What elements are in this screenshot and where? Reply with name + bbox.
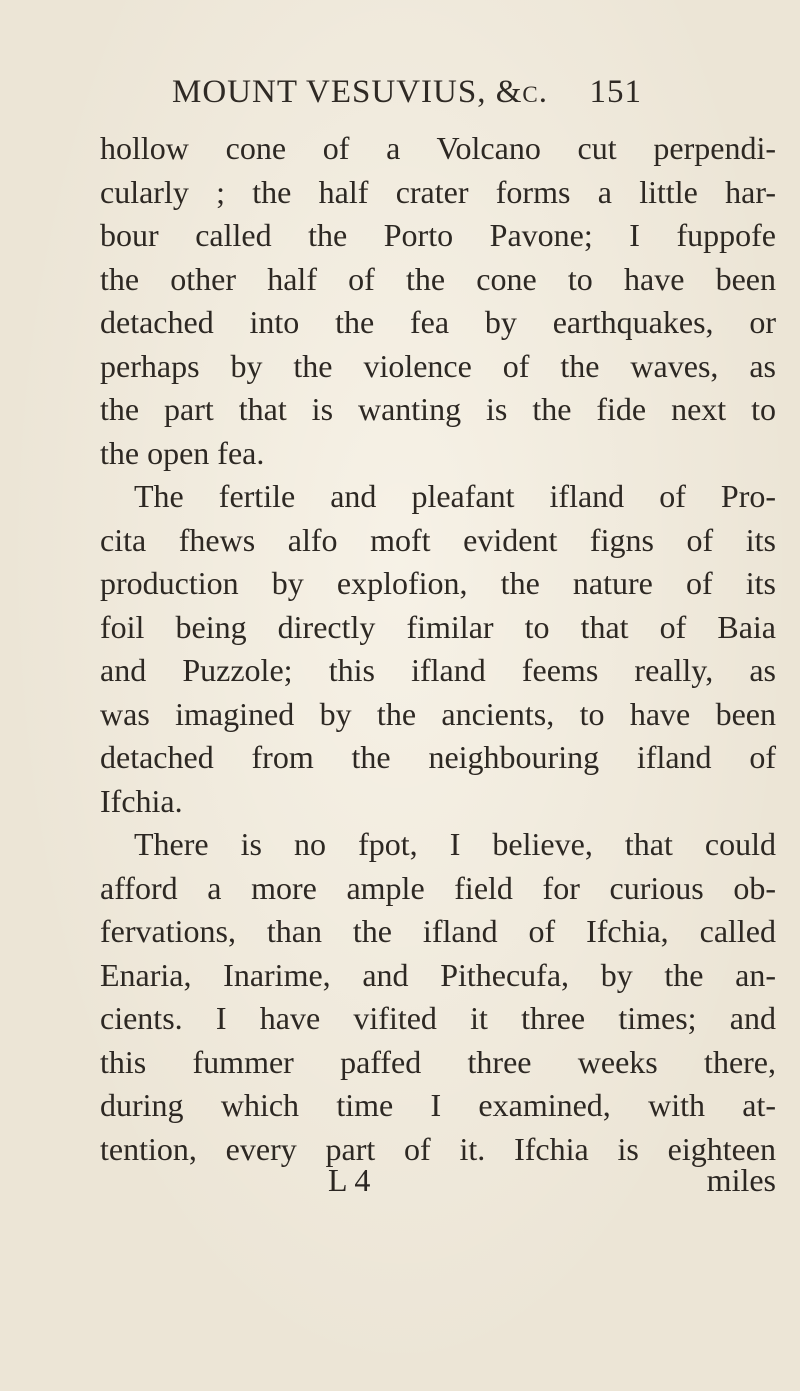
text-line: afford a more ample field for curious ob- xyxy=(100,869,776,906)
page-number: 151 xyxy=(589,74,642,110)
text-line: perhaps by the violence of the waves, as xyxy=(100,347,776,384)
catch-line xyxy=(100,1162,776,1206)
text-line: cients. I have vifited it three times; and xyxy=(100,1000,776,1036)
text-line: during which time I examined, with at- xyxy=(100,1087,776,1123)
text-line: and Puzzole; this ifland feems really, as xyxy=(100,652,776,688)
text-line: cularly ; the half crater forms a little har- xyxy=(100,173,776,210)
text-line: The fertile and pleafant ifland of Pro- xyxy=(134,478,776,514)
text-line: this fummer paffed three weeks there, xyxy=(100,1043,776,1080)
text-line: fervations, than the ifland of Ifchia, called xyxy=(100,913,776,949)
text-line: production by explofion, the nature of its xyxy=(100,565,776,601)
body-text xyxy=(100,127,776,1171)
text-line: Ifchia. xyxy=(100,782,183,819)
text-line: the part that is wanting is the fide next to xyxy=(100,391,776,427)
text-line: foil being directly fimilar to that of Baia xyxy=(100,608,776,645)
running-title: MOUNT VESUVIUS, &c. xyxy=(172,74,548,110)
text-line: was imagined by the ancients, to have been xyxy=(100,695,776,732)
text-line: hollow cone of a Volcano cut perpendi- xyxy=(100,130,776,166)
signature-mark: L 4 xyxy=(328,1162,371,1198)
text-line: detached into the fea by earthquakes, or xyxy=(100,304,776,340)
text-line: detached from the neighbouring ifland of xyxy=(100,739,776,775)
text-line: Enaria, Inarime, and Pithecufa, by the an- xyxy=(100,956,776,993)
text-line: tention, every part of it. Ifchia is eighteen xyxy=(100,1130,776,1167)
catchword: miles xyxy=(706,1162,776,1198)
text-line: cita fhews alfo moft evident figns of its xyxy=(100,521,776,558)
text-line: There is no fpot, I believe, that could xyxy=(134,826,776,862)
text-line: bour called the Porto Pavone; I fuppofe xyxy=(100,217,776,253)
running-head xyxy=(172,74,642,114)
text-line: the open fea. xyxy=(100,434,265,471)
text-line: the other half of the cone to have been xyxy=(100,260,776,297)
